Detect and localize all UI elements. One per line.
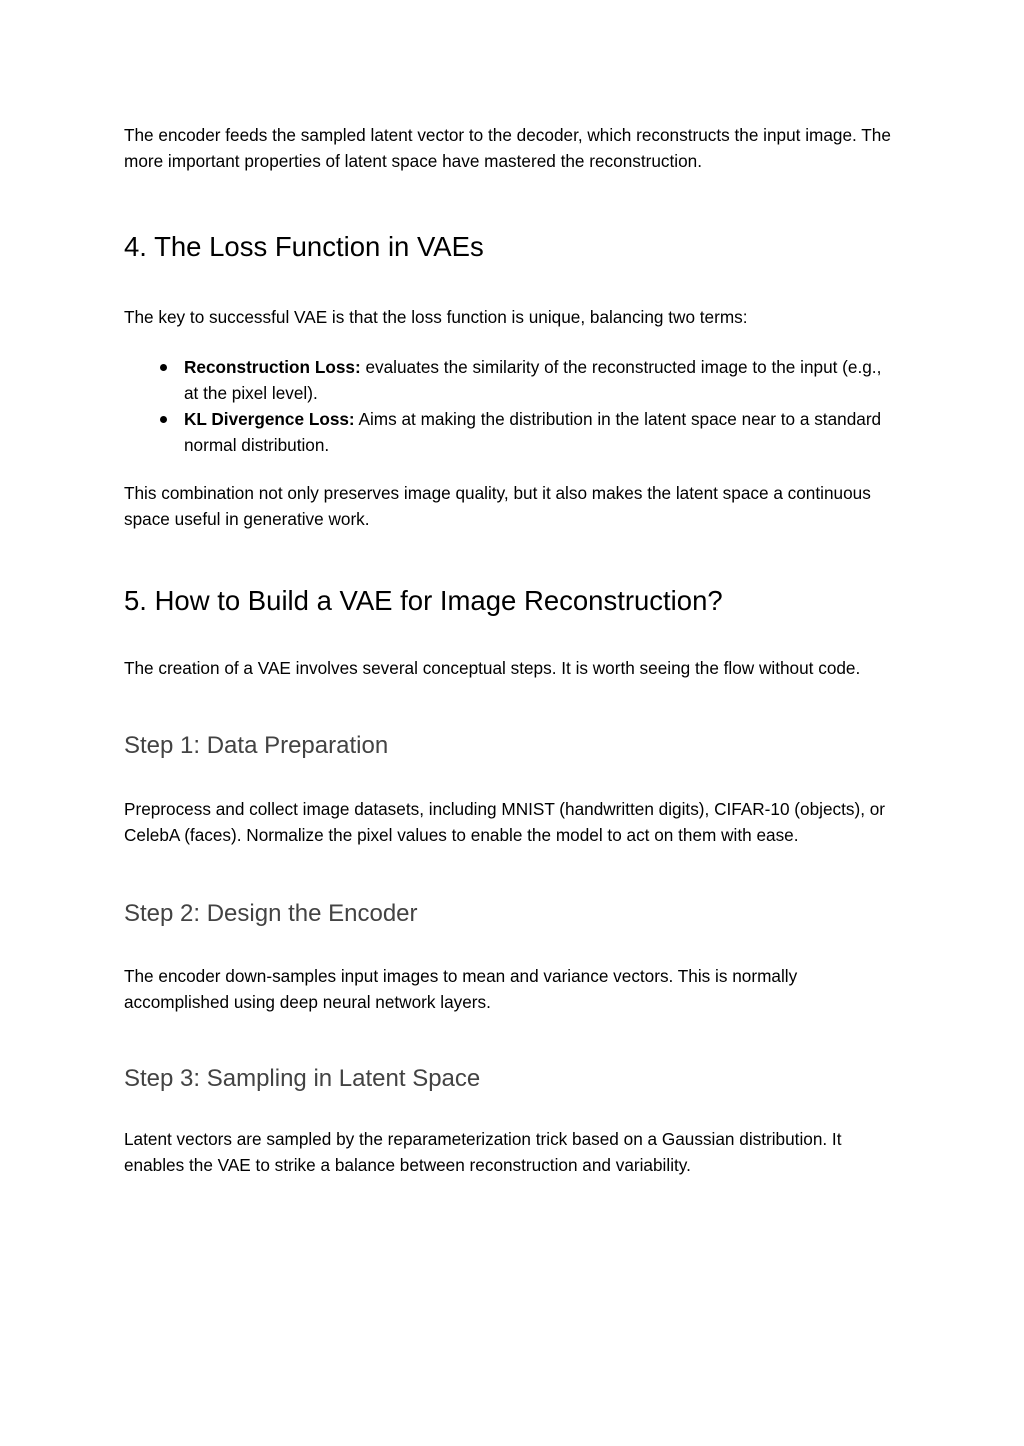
intro-paragraph: The encoder feeds the sampled latent vector to the decoder, which reconstructs the input image. The more important properties of latent space have mastered the reconstruction. <box>124 125 891 171</box>
section-heading-how-to-build: 5. How to Build a VAE for Image Reconstruction? <box>124 585 723 616</box>
list-item-reconstruction-loss <box>124 354 900 406</box>
kl-divergence-loss-description: Aims at making the distribution in the latent space near to a standard normal distribution. <box>184 409 882 455</box>
loss-function-lead-paragraph: The key to successful VAE is that the loss function is unique, balancing two terms: <box>124 307 748 327</box>
kl-divergence-loss-term: KL Divergence Loss: <box>184 409 355 429</box>
section-heading-loss-function: 4. The Loss Function in VAEs <box>124 231 484 262</box>
step-2-paragraph: The encoder down-samples input images to mean and variance vectors. This is normally accomplished using deep neural network layers. <box>124 966 798 1012</box>
how-to-build-lead-paragraph: The creation of a VAE involves several conceptual steps. It is worth seeing the flow without code. <box>124 658 861 678</box>
reconstruction-loss-description: evaluates the similarity of the reconstructed image to the input (e.g., at the pixel level). <box>184 357 882 403</box>
reconstruction-loss-term: Reconstruction Loss: <box>184 357 361 377</box>
step-1-heading: Step 1: Data Preparation <box>124 732 389 759</box>
list-item-kl-divergence-loss <box>124 406 900 458</box>
step-3-heading: Step 3: Sampling in Latent Space <box>124 1065 481 1092</box>
step-2-heading: Step 2: Design the Encoder <box>124 900 418 927</box>
step-3-paragraph: Latent vectors are sampled by the reparameterization trick based on a Gaussian distribution. It enables the VAE to strike a balance between reconstruction and variability. <box>124 1129 842 1175</box>
loss-terms-list <box>124 354 900 458</box>
loss-function-closing-paragraph: This combination not only preserves image quality, but it also makes the latent space a continuous space useful in generative work. <box>124 483 871 529</box>
step-1-paragraph: Preprocess and collect image datasets, including MNIST (handwritten digits), CIFAR-10 (objects), or CelebA (faces). Normalize the pixel values to enable the model to act on them with ease. <box>124 799 886 845</box>
